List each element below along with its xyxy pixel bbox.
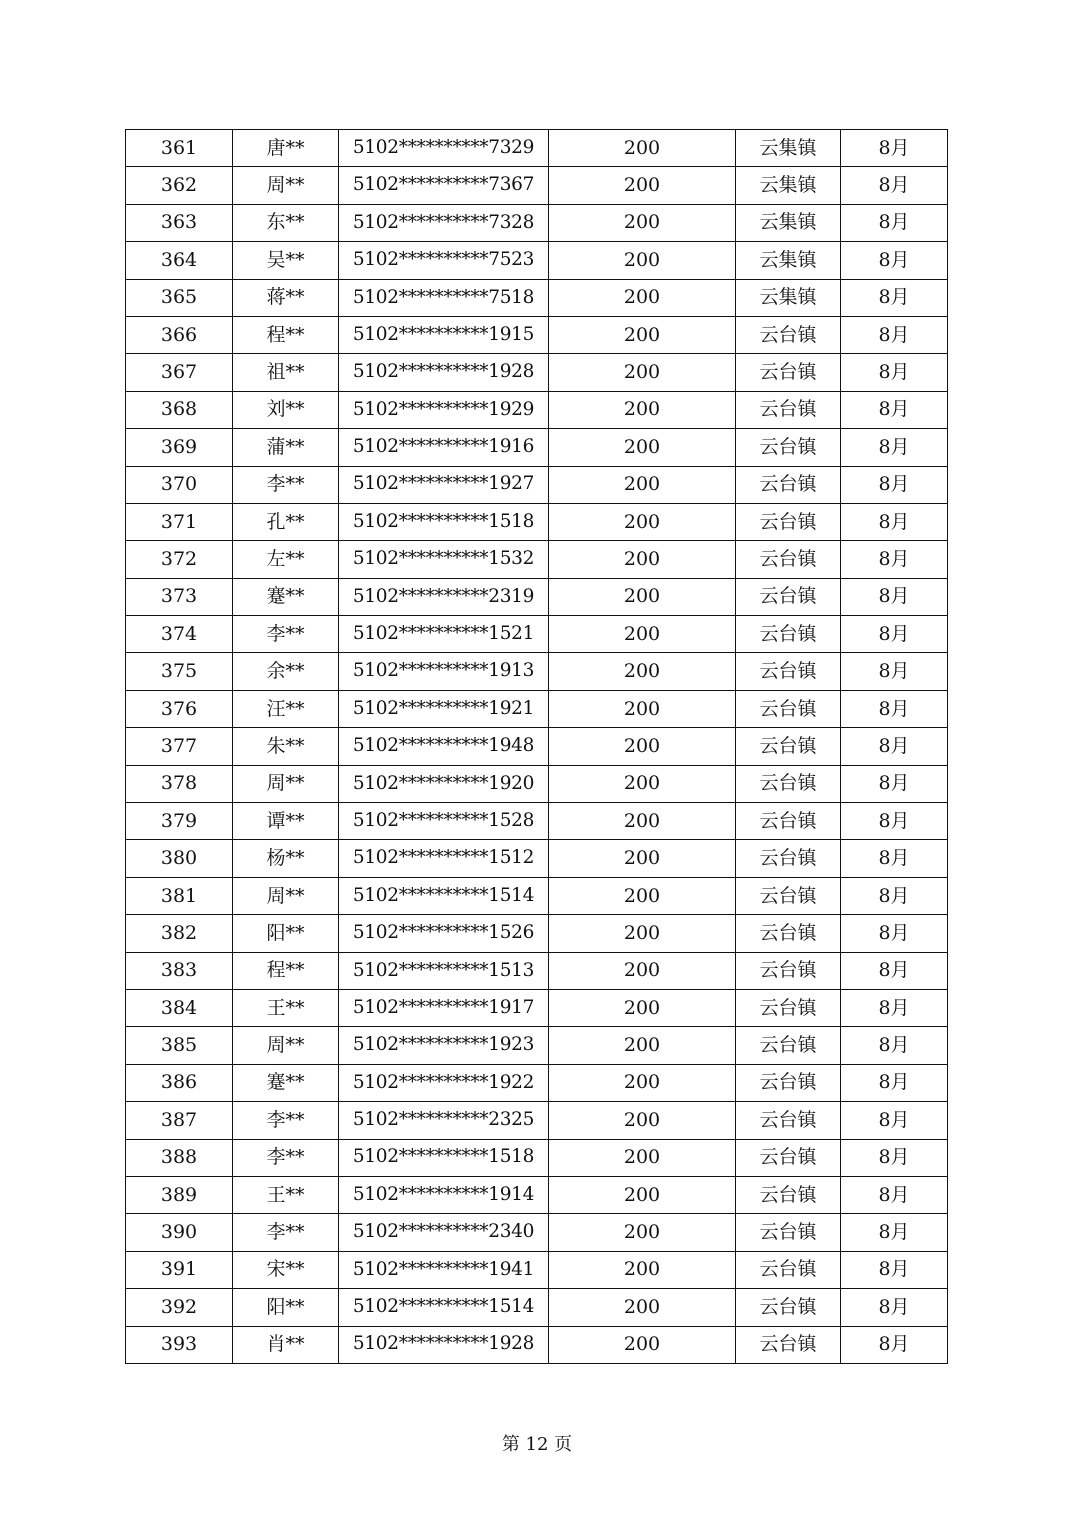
cell-town: 云集镇 [736, 204, 841, 241]
table-row [126, 1139, 948, 1176]
cell-index: 377 [126, 728, 233, 765]
cell-id-number: 5102**********1528 [339, 803, 549, 840]
table-row [126, 840, 948, 877]
table-row [126, 952, 948, 989]
cell-id-number: 5102**********1920 [339, 765, 549, 802]
table-row [126, 242, 948, 279]
cell-index: 373 [126, 578, 233, 615]
cell-month: 8月 [841, 653, 948, 690]
cell-town: 云台镇 [736, 1251, 841, 1288]
cell-town: 云台镇 [736, 989, 841, 1026]
cell-month: 8月 [841, 1326, 948, 1363]
cell-month: 8月 [841, 989, 948, 1026]
cell-index: 366 [126, 316, 233, 353]
cell-id-number: 5102**********1915 [339, 316, 549, 353]
cell-index: 382 [126, 915, 233, 952]
table-row [126, 989, 948, 1026]
cell-id-number: 5102**********1512 [339, 840, 549, 877]
cell-town: 云台镇 [736, 1289, 841, 1326]
cell-id-number: 5102**********1921 [339, 690, 549, 727]
cell-index: 379 [126, 803, 233, 840]
cell-name: 蹇** [233, 1064, 339, 1101]
cell-name: 李** [233, 1102, 339, 1139]
cell-id-number: 5102**********1948 [339, 728, 549, 765]
cell-month: 8月 [841, 391, 948, 428]
cell-index: 380 [126, 840, 233, 877]
cell-amount: 200 [549, 204, 736, 241]
table-row [126, 877, 948, 914]
cell-amount: 200 [549, 728, 736, 765]
cell-index: 374 [126, 616, 233, 653]
cell-name: 肖** [233, 1326, 339, 1363]
cell-town: 云台镇 [736, 578, 841, 615]
cell-town: 云台镇 [736, 1326, 841, 1363]
table-body [126, 130, 948, 1364]
cell-amount: 200 [549, 803, 736, 840]
cell-month: 8月 [841, 1102, 948, 1139]
cell-town: 云台镇 [736, 1139, 841, 1176]
cell-month: 8月 [841, 316, 948, 353]
cell-amount: 200 [549, 653, 736, 690]
cell-amount: 200 [549, 130, 736, 167]
cell-id-number: 5102**********1513 [339, 952, 549, 989]
cell-month: 8月 [841, 1176, 948, 1213]
cell-id-number: 5102**********1941 [339, 1251, 549, 1288]
cell-month: 8月 [841, 728, 948, 765]
cell-town: 云台镇 [736, 803, 841, 840]
cell-name: 刘** [233, 391, 339, 428]
cell-town: 云台镇 [736, 690, 841, 727]
cell-amount: 200 [549, 242, 736, 279]
cell-month: 8月 [841, 279, 948, 316]
cell-town: 云台镇 [736, 728, 841, 765]
cell-amount: 200 [549, 989, 736, 1026]
cell-month: 8月 [841, 1139, 948, 1176]
cell-amount: 200 [549, 915, 736, 952]
cell-id-number: 5102**********1913 [339, 653, 549, 690]
cell-amount: 200 [549, 429, 736, 466]
cell-id-number: 5102**********7328 [339, 204, 549, 241]
cell-month: 8月 [841, 204, 948, 241]
cell-name: 孔** [233, 503, 339, 540]
cell-amount: 200 [549, 541, 736, 578]
table-row [126, 391, 948, 428]
cell-town: 云台镇 [736, 1214, 841, 1251]
cell-name: 王** [233, 989, 339, 1026]
cell-town: 云集镇 [736, 167, 841, 204]
cell-amount: 200 [549, 1289, 736, 1326]
table-row [126, 316, 948, 353]
cell-index: 362 [126, 167, 233, 204]
cell-index: 383 [126, 952, 233, 989]
cell-month: 8月 [841, 541, 948, 578]
cell-index: 388 [126, 1139, 233, 1176]
cell-month: 8月 [841, 1251, 948, 1288]
table-row [126, 130, 948, 167]
cell-town: 云集镇 [736, 279, 841, 316]
cell-index: 384 [126, 989, 233, 1026]
cell-id-number: 5102**********1518 [339, 1139, 549, 1176]
cell-index: 381 [126, 877, 233, 914]
cell-id-number: 5102**********1917 [339, 989, 549, 1026]
cell-month: 8月 [841, 242, 948, 279]
cell-amount: 200 [549, 1214, 736, 1251]
cell-name: 周** [233, 765, 339, 802]
cell-name: 余** [233, 653, 339, 690]
table-row [126, 167, 948, 204]
cell-index: 387 [126, 1102, 233, 1139]
table-row [126, 653, 948, 690]
table-row [126, 915, 948, 952]
cell-index: 364 [126, 242, 233, 279]
cell-amount: 200 [549, 616, 736, 653]
cell-id-number: 5102**********2340 [339, 1214, 549, 1251]
cell-name: 阳** [233, 1289, 339, 1326]
cell-amount: 200 [549, 1102, 736, 1139]
table-row [126, 541, 948, 578]
cell-month: 8月 [841, 578, 948, 615]
cell-id-number: 5102**********1928 [339, 354, 549, 391]
cell-amount: 200 [549, 279, 736, 316]
cell-town: 云台镇 [736, 391, 841, 428]
cell-amount: 200 [549, 952, 736, 989]
cell-id-number: 5102**********1922 [339, 1064, 549, 1101]
cell-name: 李** [233, 466, 339, 503]
cell-month: 8月 [841, 840, 948, 877]
cell-amount: 200 [549, 877, 736, 914]
cell-month: 8月 [841, 803, 948, 840]
cell-index: 368 [126, 391, 233, 428]
cell-id-number: 5102**********7518 [339, 279, 549, 316]
cell-month: 8月 [841, 1289, 948, 1326]
table-row [126, 1176, 948, 1213]
cell-amount: 200 [549, 1176, 736, 1213]
cell-month: 8月 [841, 915, 948, 952]
data-table [125, 129, 948, 1364]
cell-name: 朱** [233, 728, 339, 765]
cell-amount: 200 [549, 1326, 736, 1363]
cell-name: 祖** [233, 354, 339, 391]
cell-amount: 200 [549, 503, 736, 540]
cell-index: 376 [126, 690, 233, 727]
table-row [126, 765, 948, 802]
cell-amount: 200 [549, 1251, 736, 1288]
cell-town: 云台镇 [736, 840, 841, 877]
cell-amount: 200 [549, 316, 736, 353]
cell-amount: 200 [549, 1139, 736, 1176]
cell-town: 云台镇 [736, 1176, 841, 1213]
cell-month: 8月 [841, 466, 948, 503]
cell-name: 蒲** [233, 429, 339, 466]
cell-id-number: 5102**********1923 [339, 1027, 549, 1064]
cell-town: 云台镇 [736, 354, 841, 391]
cell-index: 390 [126, 1214, 233, 1251]
cell-index: 372 [126, 541, 233, 578]
cell-month: 8月 [841, 130, 948, 167]
cell-name: 蒋** [233, 279, 339, 316]
table-row [126, 616, 948, 653]
cell-index: 378 [126, 765, 233, 802]
cell-town: 云台镇 [736, 541, 841, 578]
table-row [126, 1102, 948, 1139]
cell-name: 汪** [233, 690, 339, 727]
cell-month: 8月 [841, 503, 948, 540]
cell-name: 程** [233, 952, 339, 989]
cell-month: 8月 [841, 354, 948, 391]
cell-id-number: 5102**********1532 [339, 541, 549, 578]
cell-index: 365 [126, 279, 233, 316]
cell-town: 云台镇 [736, 877, 841, 914]
table-row [126, 803, 948, 840]
table-row [126, 279, 948, 316]
cell-amount: 200 [549, 391, 736, 428]
cell-month: 8月 [841, 1214, 948, 1251]
table-row [126, 728, 948, 765]
cell-name: 李** [233, 1139, 339, 1176]
cell-index: 386 [126, 1064, 233, 1101]
cell-name: 周** [233, 167, 339, 204]
cell-id-number: 5102**********2325 [339, 1102, 549, 1139]
cell-id-number: 5102**********2319 [339, 578, 549, 615]
cell-id-number: 5102**********1916 [339, 429, 549, 466]
cell-month: 8月 [841, 690, 948, 727]
cell-name: 程** [233, 316, 339, 353]
cell-id-number: 5102**********1929 [339, 391, 549, 428]
cell-town: 云台镇 [736, 503, 841, 540]
cell-id-number: 5102**********1514 [339, 1289, 549, 1326]
table-row [126, 1064, 948, 1101]
cell-amount: 200 [549, 840, 736, 877]
cell-town: 云台镇 [736, 1064, 841, 1101]
cell-name: 周** [233, 877, 339, 914]
table-row [126, 1326, 948, 1363]
cell-amount: 200 [549, 1027, 736, 1064]
cell-index: 392 [126, 1289, 233, 1326]
table-row [126, 1289, 948, 1326]
cell-town: 云台镇 [736, 616, 841, 653]
cell-index: 361 [126, 130, 233, 167]
cell-name: 李** [233, 616, 339, 653]
cell-id-number: 5102**********1521 [339, 616, 549, 653]
cell-name: 唐** [233, 130, 339, 167]
cell-name: 东** [233, 204, 339, 241]
cell-amount: 200 [549, 765, 736, 802]
cell-month: 8月 [841, 616, 948, 653]
table-row [126, 690, 948, 727]
cell-month: 8月 [841, 429, 948, 466]
cell-index: 391 [126, 1251, 233, 1288]
cell-town: 云台镇 [736, 1102, 841, 1139]
cell-id-number: 5102**********1518 [339, 503, 549, 540]
cell-amount: 200 [549, 690, 736, 727]
cell-amount: 200 [549, 466, 736, 503]
table-row [126, 466, 948, 503]
cell-town: 云台镇 [736, 429, 841, 466]
cell-name: 阳** [233, 915, 339, 952]
cell-id-number: 5102**********7523 [339, 242, 549, 279]
cell-town: 云台镇 [736, 316, 841, 353]
cell-town: 云台镇 [736, 653, 841, 690]
cell-name: 李** [233, 1214, 339, 1251]
cell-name: 周** [233, 1027, 339, 1064]
cell-name: 吴** [233, 242, 339, 279]
cell-id-number: 5102**********1914 [339, 1176, 549, 1213]
cell-name: 王** [233, 1176, 339, 1213]
cell-index: 389 [126, 1176, 233, 1213]
cell-town: 云台镇 [736, 1027, 841, 1064]
table-row [126, 354, 948, 391]
cell-month: 8月 [841, 765, 948, 802]
cell-month: 8月 [841, 167, 948, 204]
table-row [126, 1214, 948, 1251]
cell-id-number: 5102**********7367 [339, 167, 549, 204]
cell-id-number: 5102**********1927 [339, 466, 549, 503]
cell-town: 云台镇 [736, 466, 841, 503]
cell-index: 371 [126, 503, 233, 540]
cell-name: 谭** [233, 803, 339, 840]
cell-amount: 200 [549, 354, 736, 391]
table-row [126, 578, 948, 615]
cell-id-number: 5102**********7329 [339, 130, 549, 167]
page-number: 第 12 页 [501, 1434, 573, 1455]
cell-amount: 200 [549, 1064, 736, 1101]
cell-name: 蹇** [233, 578, 339, 615]
cell-name: 宋** [233, 1251, 339, 1288]
cell-index: 370 [126, 466, 233, 503]
cell-id-number: 5102**********1514 [339, 877, 549, 914]
cell-name: 杨** [233, 840, 339, 877]
cell-name: 左** [233, 541, 339, 578]
cell-index: 385 [126, 1027, 233, 1064]
cell-town: 云集镇 [736, 242, 841, 279]
cell-month: 8月 [841, 1064, 948, 1101]
table-row [126, 503, 948, 540]
table-row [126, 1251, 948, 1288]
cell-index: 367 [126, 354, 233, 391]
cell-month: 8月 [841, 952, 948, 989]
cell-town: 云台镇 [736, 915, 841, 952]
cell-index: 363 [126, 204, 233, 241]
table-row [126, 1027, 948, 1064]
table-row [126, 204, 948, 241]
cell-id-number: 5102**********1526 [339, 915, 549, 952]
cell-town: 云台镇 [736, 765, 841, 802]
cell-month: 8月 [841, 877, 948, 914]
cell-amount: 200 [549, 578, 736, 615]
table-row [126, 429, 948, 466]
cell-id-number: 5102**********1928 [339, 1326, 549, 1363]
cell-month: 8月 [841, 1027, 948, 1064]
cell-index: 369 [126, 429, 233, 466]
cell-index: 393 [126, 1326, 233, 1363]
cell-index: 375 [126, 653, 233, 690]
cell-town: 云台镇 [736, 952, 841, 989]
cell-amount: 200 [549, 167, 736, 204]
cell-town: 云集镇 [736, 130, 841, 167]
